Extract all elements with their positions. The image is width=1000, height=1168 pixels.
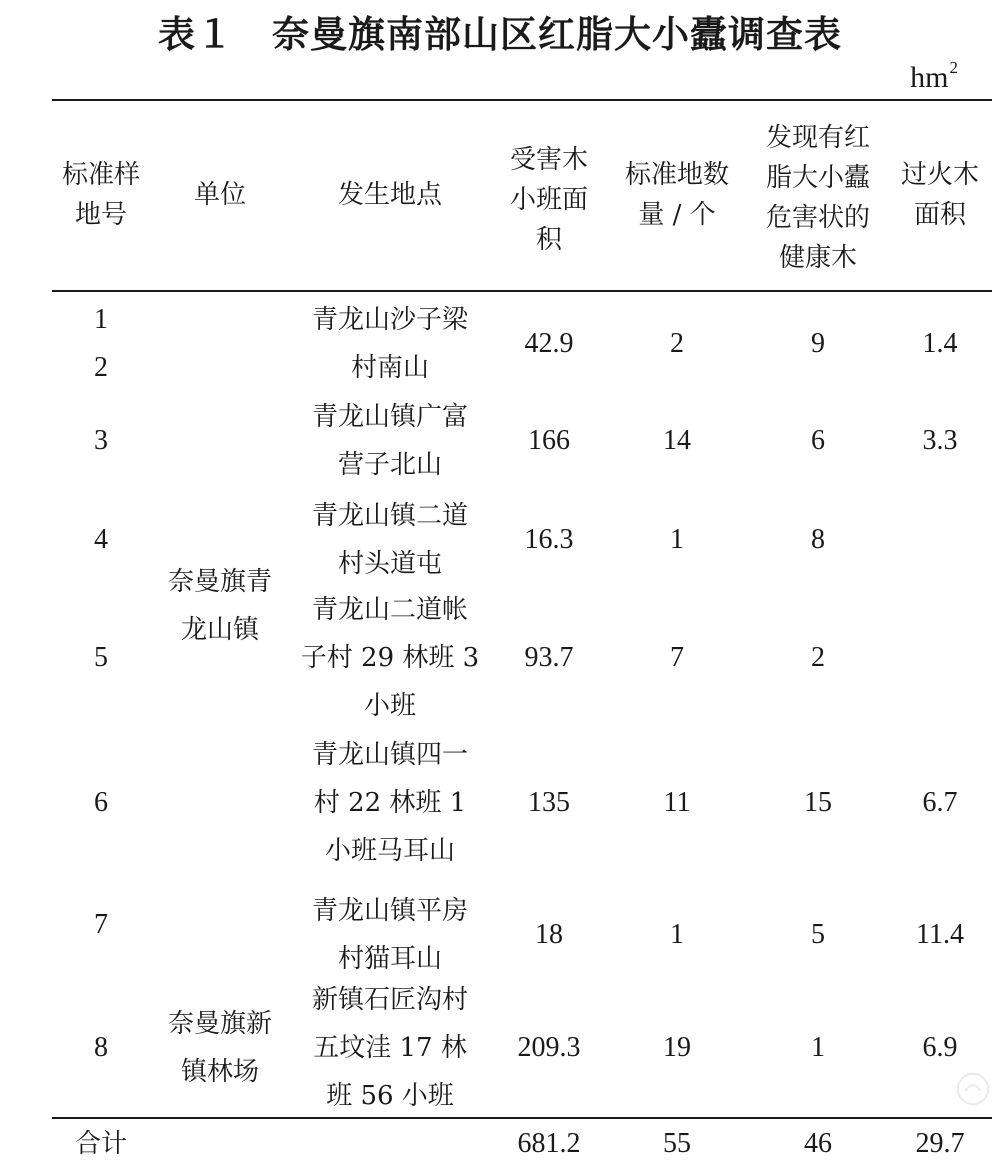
row-location: 青龙山沙子梁 村南山 xyxy=(311,305,468,383)
row-damaged-area: 135 xyxy=(528,787,570,818)
total-healthy: 46 xyxy=(804,1128,832,1159)
row-location: 新镇石匠沟村 五坟洼 17 林 班 56 小班 xyxy=(311,985,468,1111)
row-sample-id: 5 xyxy=(94,642,108,673)
row-burned-area: 3.3 xyxy=(922,425,958,456)
table-title: 表１ 奈曼旗南部山区红脂大小蠹调查表 xyxy=(158,13,842,56)
unit-cell-xinzhen: 奈曼旗新 镇林场 xyxy=(167,1009,272,1087)
row-healthy-trees: 15 xyxy=(804,787,832,818)
header-damaged-area: 受害木 小班面 积 xyxy=(509,145,588,255)
row-location: 青龙山镇平房 村猫耳山 xyxy=(311,896,468,974)
row-sample-id: 1 xyxy=(94,304,108,335)
row-damaged-area: 18 xyxy=(535,919,563,950)
header-healthy-trees: 发现有红 脂大小蠹 危害状的 健康木 xyxy=(765,123,870,273)
row-damaged-area: 166 xyxy=(528,425,570,456)
row-location: 青龙山二道帐 子村 29 林班 3 小班 xyxy=(300,595,480,721)
row-damaged-area: 42.9 xyxy=(524,328,574,359)
row-sample-id: 2 xyxy=(94,352,108,383)
row-healthy-trees: 5 xyxy=(811,919,825,950)
total-burned: 29.7 xyxy=(915,1128,965,1159)
row-plot-count: 2 xyxy=(670,328,684,359)
row-damaged-area: 93.7 xyxy=(524,642,574,673)
row-plot-count: 19 xyxy=(663,1032,691,1063)
total-area: 681.2 xyxy=(517,1128,581,1159)
row-burned-area: 6.7 xyxy=(922,787,958,818)
row-damaged-area: 209.3 xyxy=(517,1032,581,1063)
header-plot-count: 标准地数 量 / 个 xyxy=(624,160,729,230)
watermark-icon xyxy=(954,1070,992,1108)
row-sample-id: 4 xyxy=(94,524,108,555)
row-damaged-area: 16.3 xyxy=(524,524,574,555)
total-count: 55 xyxy=(663,1128,691,1159)
row-plot-count: 1 xyxy=(670,919,684,950)
header-sample-id: 标准样 地号 xyxy=(61,160,140,230)
total-label: 合计 xyxy=(74,1129,127,1159)
row-healthy-trees: 1 xyxy=(811,1032,825,1063)
row-sample-id: 6 xyxy=(94,787,108,818)
header-unit: 单位 xyxy=(193,180,246,210)
row-location: 青龙山镇广富 营子北山 xyxy=(311,402,468,480)
bottom-rule xyxy=(52,1117,992,1119)
row-healthy-trees: 2 xyxy=(811,642,825,673)
header-burned-area: 过火木 面积 xyxy=(900,160,979,230)
row-plot-count: 14 xyxy=(663,425,691,456)
row-location: 青龙山镇四一 村 22 林班 1 小班马耳山 xyxy=(311,740,468,866)
header-location: 发生地点 xyxy=(337,180,442,210)
row-sample-id: 7 xyxy=(94,909,108,940)
row-location: 青龙山镇二道 村头道屯 xyxy=(311,501,468,579)
row-plot-count: 11 xyxy=(663,787,691,818)
row-healthy-trees: 6 xyxy=(811,425,825,456)
header-rule xyxy=(52,290,992,292)
top-rule xyxy=(52,99,992,101)
row-burned-area: 1.4 xyxy=(922,328,958,359)
row-sample-id: 3 xyxy=(94,425,108,456)
row-plot-count: 7 xyxy=(670,642,684,673)
row-sample-id: 8 xyxy=(94,1032,108,1063)
unit-label: $hm^2$ xyxy=(910,58,958,94)
row-healthy-trees: 8 xyxy=(811,524,825,555)
row-plot-count: 1 xyxy=(670,524,684,555)
row-healthy-trees: 9 xyxy=(811,328,825,359)
row-burned-area: 11.4 xyxy=(916,919,964,950)
unit-cell-qinglongshan: 奈曼旗青 龙山镇 xyxy=(167,567,272,645)
row-burned-area: 6.9 xyxy=(922,1032,958,1063)
